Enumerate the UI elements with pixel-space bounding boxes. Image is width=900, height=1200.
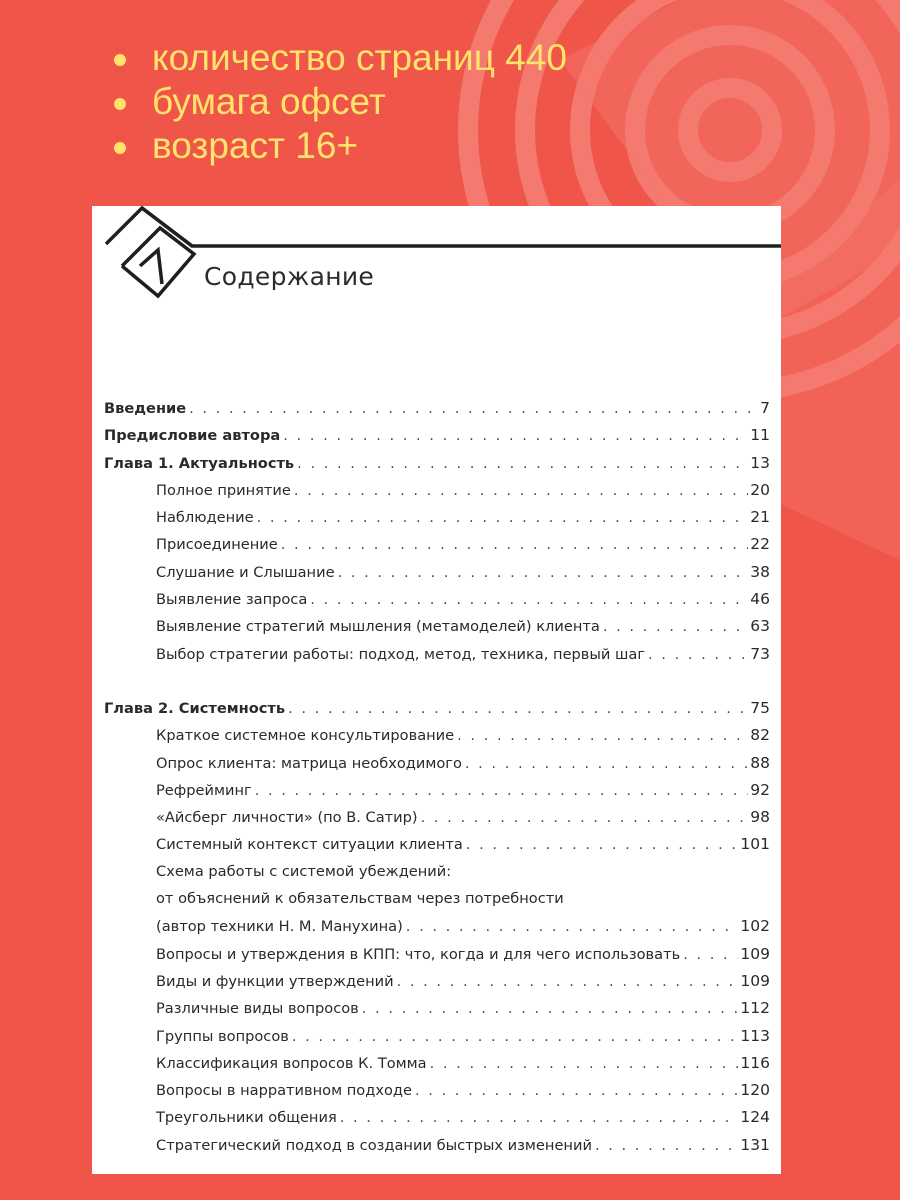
toc-page-number: 88: [750, 753, 770, 772]
toc-page-number: 102: [740, 917, 770, 936]
toc-dot-leader: [430, 1055, 739, 1072]
toc-entry-title: Виды и функции утверждений: [156, 972, 394, 990]
toc-section-entry: [104, 1108, 770, 1135]
toc-entry-title: Треугольники общения: [156, 1109, 337, 1127]
toc-entry-title: Вопросы в нарративном подходе: [156, 1082, 412, 1100]
toc-page-number: 38: [750, 562, 770, 581]
toc-section-entry: [104, 781, 770, 808]
toc-dot-leader: [465, 755, 748, 772]
toc-page-number: 116: [740, 1053, 770, 1072]
toc-dot-leader: [683, 946, 738, 963]
toc-section-entry: [104, 563, 770, 590]
toc-dot-leader: [257, 509, 749, 526]
toc-section-entry: [104, 945, 770, 972]
toc-dot-leader: [406, 918, 739, 935]
toc-page-number: 109: [740, 971, 770, 990]
toc-page-number: 124: [740, 1108, 770, 1127]
toc-entry-title: от объяснений к обязательствам через потребности: [156, 890, 564, 908]
toc-dot-leader: [255, 782, 749, 799]
toc-entry-title: Введение: [104, 400, 187, 417]
toc-page-number: 22: [750, 535, 770, 554]
toc-dot-leader: [294, 482, 748, 499]
toc-page-number: 109: [740, 944, 770, 963]
toc-entry-title: Системный контекст ситуации клиента: [156, 836, 463, 854]
toc-entry-title: Выбор стратегии работы: подход, метод, техника, первый шаг: [156, 645, 646, 663]
bullet-icon: [114, 142, 126, 154]
bullet-icon: [114, 98, 126, 110]
toc-dot-leader: [421, 809, 749, 826]
toc-dot-leader: [283, 427, 748, 444]
feature-list: [110, 36, 567, 168]
toc-section-entry: [104, 1136, 770, 1163]
toc-section-entry: [104, 754, 770, 781]
toc-section-entry: [104, 617, 770, 644]
toc-entry-title: Глава 2. Системность: [104, 699, 286, 717]
toc-chapter-entry: [104, 699, 770, 726]
toc-page-number: 11: [750, 426, 770, 445]
toc-chapter-entry: [104, 454, 770, 481]
toc-dot-leader: [340, 1109, 739, 1126]
toc-dot-leader: [297, 455, 748, 472]
feature-page-count: количество страниц 440: [110, 36, 567, 80]
toc-dot-leader: [288, 700, 748, 717]
toc-section-entry: [104, 1081, 770, 1108]
toc-dot-leader: [466, 836, 739, 853]
toc-entry-title: (автор техники Н. М. Манухина): [156, 918, 403, 936]
feature-paper-type: бумага офсет: [110, 80, 567, 124]
toc-entry-title: Слушание и Слышание: [156, 563, 335, 581]
toc-entry-title: Вопросы и утверждения в КПП: что, когда и для чего использовать: [156, 945, 681, 963]
toc-page-number: 101: [740, 835, 770, 854]
toc-dot-leader: [397, 973, 739, 990]
toc-dot-leader: [338, 564, 749, 581]
toc-section-entry: [104, 808, 770, 835]
toc-page-number: 113: [740, 1026, 770, 1045]
toc-section-entry: [104, 535, 770, 562]
toc-dot-leader: [595, 1137, 738, 1154]
book-page: [92, 206, 781, 1174]
toc-section-entry: [104, 1054, 770, 1081]
toc-page-number: 20: [750, 480, 770, 499]
toc-page-number: 21: [750, 508, 770, 527]
toc-page-number: 73: [750, 644, 770, 663]
toc-page-number: 112: [740, 999, 770, 1018]
toc-page-number: 131: [740, 1135, 770, 1154]
table-of-contents: [104, 399, 770, 1163]
toc-dot-leader: [281, 536, 749, 553]
toc-entry-title: Выявление стратегий мышления (метамоделей) клиента: [156, 618, 600, 636]
toc-entry-title: Краткое системное консультирование: [156, 727, 455, 745]
toc-section-entry: [104, 1027, 770, 1054]
corner-ornament-icon: [92, 206, 781, 316]
toc-page-number: 75: [750, 698, 770, 717]
feature-age-rating: возраст 16+: [110, 124, 567, 168]
toc-dot-leader: [362, 1000, 739, 1017]
toc-section-entry: [104, 726, 770, 753]
toc-section-entry: [104, 917, 770, 944]
toc-chapter-entry: [104, 426, 770, 453]
toc-section-entry: [104, 645, 770, 672]
toc-page-number: 46: [750, 590, 770, 609]
toc-entry-title: Различные виды вопросов: [156, 1000, 359, 1018]
toc-dot-leader: [457, 727, 748, 744]
toc-entry-title: Предисловие автора: [104, 427, 281, 445]
toc-section-entry: [104, 508, 770, 535]
toc-section-entry: [104, 999, 770, 1026]
toc-section-entry: [104, 972, 770, 999]
toc-entry-title: Полное принятие: [156, 481, 291, 499]
toc-dot-leader: [189, 400, 758, 417]
toc-entry-title: Рефрейминг: [156, 781, 252, 799]
toc-page-number: 63: [750, 617, 770, 636]
toc-section-entry: [104, 481, 770, 508]
toc-dot-leader: [310, 591, 748, 608]
toc-entry-title: Наблюдение: [156, 509, 254, 527]
toc-entry-title: Стратегический подход в создании быстрых изменений: [156, 1136, 592, 1154]
toc-page-number: 92: [750, 780, 770, 799]
toc-page-number: 13: [750, 453, 770, 472]
bullet-icon: [114, 54, 126, 66]
toc-section-entry: [104, 890, 770, 917]
toc-dot-leader: [603, 618, 748, 635]
toc-entry-title: Классификация вопросов К. Томма: [156, 1054, 427, 1072]
toc-page-number: 120: [740, 1081, 770, 1100]
toc-page-number: 7: [760, 399, 770, 417]
toc-page-number: 82: [750, 726, 770, 745]
toc-chapter-entry: [104, 399, 770, 426]
toc-entry-title: Группы вопросов: [156, 1027, 289, 1045]
toc-entry-title: «Айсберг личности» (по В. Сатир): [156, 809, 418, 827]
toc-entry-title: Глава 1. Актуальность: [104, 454, 295, 472]
page-heading: Содержание: [204, 262, 375, 291]
toc-section-entry: [104, 835, 770, 862]
toc-dot-leader: [292, 1028, 739, 1045]
toc-dot-leader: [415, 1082, 738, 1099]
toc-entry-title: Присоединение: [156, 536, 278, 554]
toc-page-number: 98: [750, 808, 770, 827]
toc-entry-title: Схема работы с системой убеждений:: [156, 862, 452, 880]
toc-section-entry: [104, 863, 770, 890]
toc-entry-title: Выявление запроса: [156, 591, 308, 609]
toc-section-entry: [104, 590, 770, 617]
toc-entry-title: Опрос клиента: матрица необходимого: [156, 754, 462, 772]
toc-dot-leader: [648, 646, 748, 663]
